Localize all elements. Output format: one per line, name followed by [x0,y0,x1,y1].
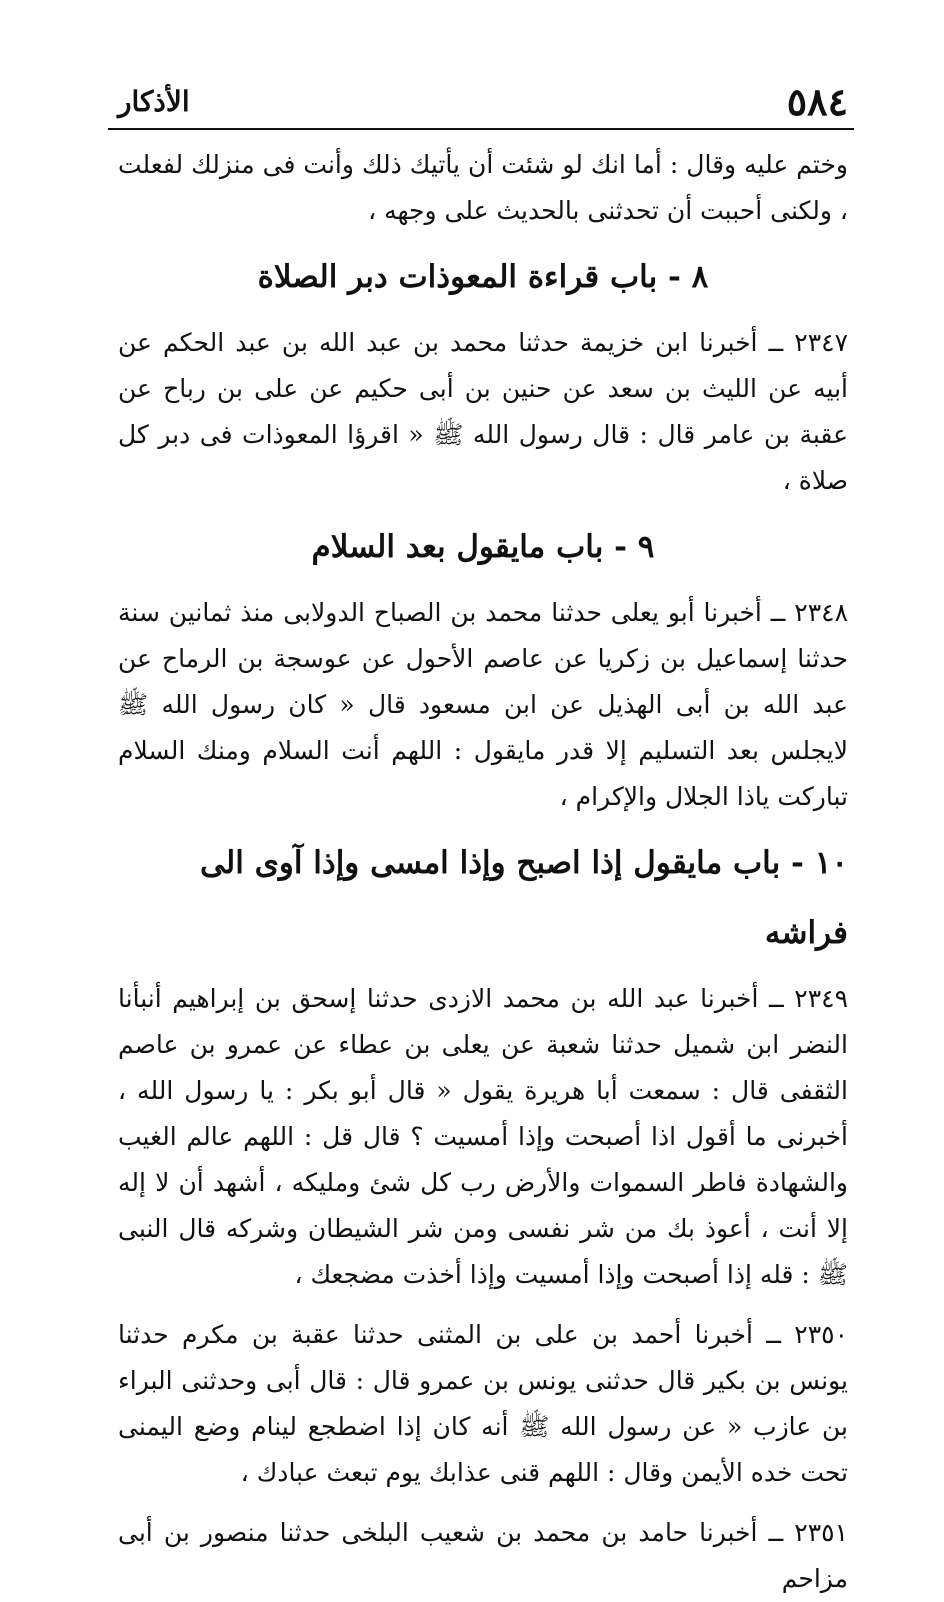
header-rule [108,128,854,130]
hadith-2349: ٢٣٤٩ ــ أخبرنا عبد الله بن محمد الازدى حدثنا إسحق بن إبراهيم أنبأنا النضر ابن شميل حدثنا شعبة عن يعلى بن عطاء عن عمرو بن عاصم الثقفى قال : سمعت أبا هريرة يقول « قال أبو بكر : يا رسول الله ، أخبرنى ما أقول اذا أصبحت وإذا أمسيت ؟ قال قل : اللهم عالم الغيب والشهادة فاطر السموات والأرض رب كل شئ ومليكه ، أشهد أن لا إله إلا أنت ، أعوذ بك من شر نفسى ومن شر الشيطان وشركه قال النبى ﷺ : قله إذا أصبحت وإذا أمسيت وإذا أخذت مضجعك ، [118,984,848,1289]
intro-paragraph: وختم عليه وقال : أما انك لو شئت أن يأتيك ذلك وأنت فى منزلك لفعلت ، ولكنى أحببت أن تحدثنى بالحديث على وجهه ، [118,150,848,225]
running-title: الأذكار [118,85,190,118]
chapter-heading-10: ١٠ - باب مايقول إذا اصبح وإذا امسى وإذا آوى الى فراشه [199,845,848,951]
chapter-heading-8: ٨ - باب قراءة المعوذات دبر الصلاة [257,259,709,295]
chapter-heading-9: ٩ - باب مايقول بعد السلام [311,529,655,565]
page-number: ٥٨٤ [786,79,848,124]
hadith-2350: ٢٣٥٠ ــ أخبرنا أحمد بن على بن المثنى حدثنا عقبة بن مكرم حدثنا يونس بن بكير قال حدثنى يونس بن عمرو قال : قال أبى وحدثنى البراء بن عازب « عن رسول الله ﷺ أنه كان إذا اضطجع لينام وضع اليمنى تحت خده الأيمن وقال : اللهم قنى عذابك يوم تبعث عبادك ، [118,1320,848,1487]
hadith-2347: ٢٣٤٧ ــ أخبرنا ابن خزيمة حدثنا محمد بن عبد الله بن عبد الحكم عن أبيه عن الليث بن سعد عن حنين بن أبى حكيم عن على بن رباح عن عقبة بن عامر قال : قال رسول الله ﷺ « اقرؤا المعوذات فى دبر كل صلاة ، [118,328,849,495]
page-body [118,142,848,1602]
hadith-2351: ٢٣٥١ ــ أخبرنا حامد بن محمد بن شعيب البلخى حدثنا منصور بن أبى مزاحم [118,1518,848,1593]
page-header [118,78,848,128]
hadith-2348: ٢٣٤٨ ــ أخبرنا أبو يعلى حدثنا محمد بن الصباح الدولابى منذ ثمانين سنة حدثنا إسماعيل بن زكريا عن عاصم الأحول عن عوسجة بن الرماح عن عبد الله بن أبى الهذيل عن ابن مسعود قال « كان رسول الله ﷺ لايجلس بعد التسليم إلا قدر مايقول : اللهم أنت السلام ومنك السلام تباركت ياذا الجلال والإكرام ، [118,598,848,811]
